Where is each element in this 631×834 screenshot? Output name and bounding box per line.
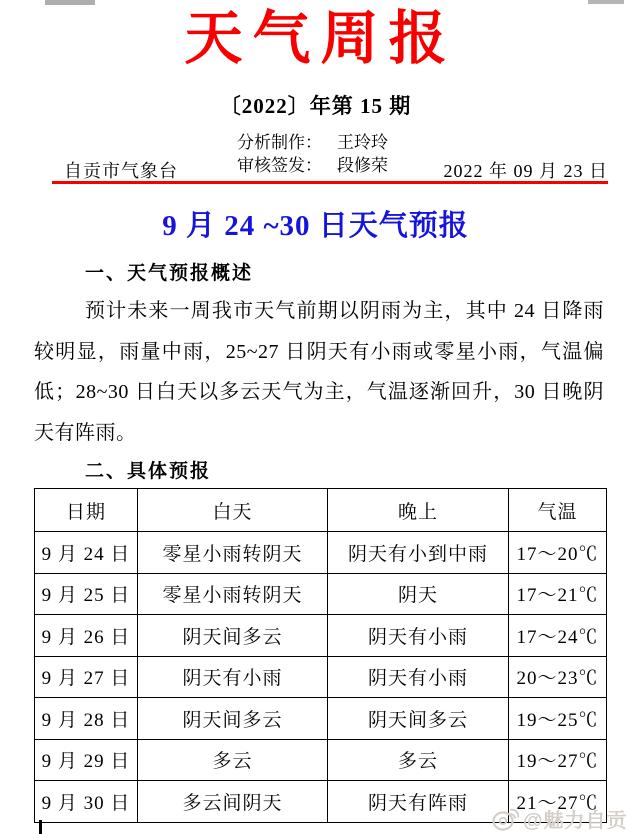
issue-date: 2022 年 09 月 23 日 xyxy=(443,161,608,181)
forecast-summary-paragraph: 预计未来一周我市天气前期以阴雨为主，其中 24 日降雨较明显，雨量中雨，25~27 日阴天有小雨或零星小雨，气温偏低；28~30 日白天以多云天气为主，气温逐渐回升，30 日晚阴天有阵雨。 xyxy=(34,300,604,444)
cell-day: 多云间阴天 xyxy=(138,781,328,823)
cell-temp: 20～23℃ xyxy=(509,656,607,698)
cell-date: 9 月 29 日 xyxy=(35,739,138,781)
credit-maker xyxy=(237,131,388,154)
table-row xyxy=(35,698,607,740)
signer-name: 段修荣 xyxy=(337,156,388,175)
cell-temp: 17～20℃ xyxy=(509,532,607,574)
scan-artifact-bottom-left xyxy=(39,820,42,834)
forecast-heading: 9 月 24 ~30 日天气预报 xyxy=(162,210,469,242)
maker-label: 分析制作： xyxy=(237,133,322,152)
weibo-icon xyxy=(491,806,519,832)
cell-date: 9 月 24 日 xyxy=(35,532,138,574)
cell-night: 阴天有小到中雨 xyxy=(328,532,509,574)
cell-day: 零星小雨转阴天 xyxy=(138,532,328,574)
watermark-text: @魅力自贡 xyxy=(523,810,628,832)
maker-name: 王玲玲 xyxy=(337,133,388,152)
table-row xyxy=(35,532,607,574)
signer-label: 审核签发： xyxy=(237,156,322,175)
section-title-overview: 一、天气预报概述 xyxy=(85,263,254,284)
page-title: 天气周报 xyxy=(184,6,457,71)
section-title-detail: 二、具体预报 xyxy=(85,461,212,482)
cell-day: 多云 xyxy=(138,739,328,781)
table-header-row xyxy=(35,489,607,532)
cell-temp: 19～25℃ xyxy=(509,698,607,740)
cell-night: 阴天有小雨 xyxy=(328,615,509,657)
watermark xyxy=(491,804,628,833)
cell-day: 零星小雨转阴天 xyxy=(138,573,328,615)
column-header-temp: 气温 xyxy=(509,489,607,532)
column-header-day: 白天 xyxy=(138,489,328,532)
cell-temp: 21～27℃ xyxy=(509,781,607,823)
table-row xyxy=(35,656,607,698)
cell-night: 阴天有小雨 xyxy=(328,656,509,698)
agency-name: 自贡市气象台 xyxy=(64,161,178,181)
cell-temp: 19～27℃ xyxy=(509,739,607,781)
cell-temp: 17～24℃ xyxy=(509,615,607,657)
table-row xyxy=(35,615,607,657)
credit-signer xyxy=(237,154,388,177)
table-row xyxy=(35,573,607,615)
table-row xyxy=(35,739,607,781)
cell-date: 9 月 26 日 xyxy=(35,615,138,657)
issue-number: 〔2022〕年第 15 期 xyxy=(219,94,412,118)
cell-date: 9 月 28 日 xyxy=(35,698,138,740)
cell-date: 9 月 25 日 xyxy=(35,573,138,615)
column-header-date: 日期 xyxy=(35,489,138,532)
cell-night: 阴天有阵雨 xyxy=(328,781,509,823)
cell-night: 阴天间多云 xyxy=(328,698,509,740)
cell-temp: 17～21℃ xyxy=(509,573,607,615)
cell-night: 阴天 xyxy=(328,573,509,615)
header-divider-rule xyxy=(52,181,608,184)
cell-day: 阴天间多云 xyxy=(138,698,328,740)
column-header-night: 晚上 xyxy=(328,489,509,532)
cell-night: 多云 xyxy=(328,739,509,781)
cell-day: 阴天有小雨 xyxy=(138,656,328,698)
forecast-table xyxy=(34,488,607,823)
cell-date: 9 月 27 日 xyxy=(35,656,138,698)
cell-date: 9 月 30 日 xyxy=(35,781,138,823)
credits-block xyxy=(237,131,388,177)
cell-day: 阴天间多云 xyxy=(138,615,328,657)
